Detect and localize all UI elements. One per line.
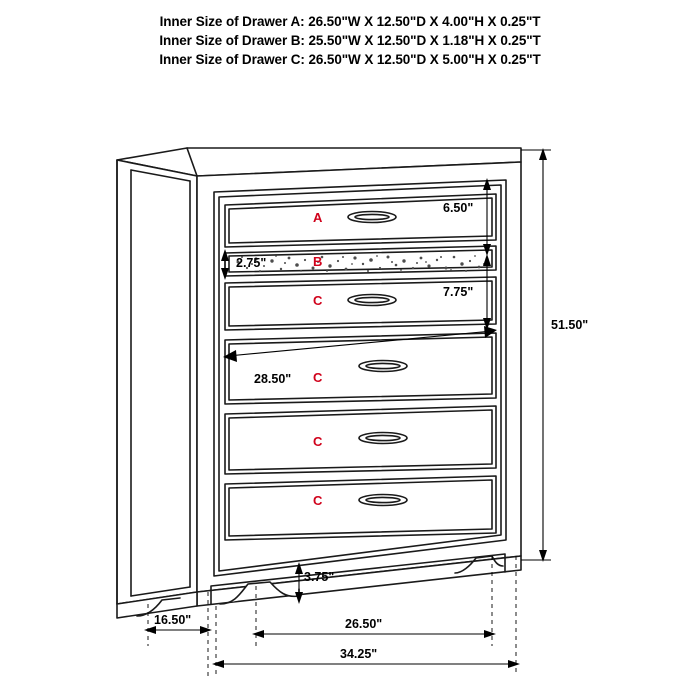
drawer-label-a: A bbox=[313, 210, 323, 225]
dim-depth: 16.50" bbox=[154, 613, 192, 627]
dim-drawer-width: 28.50" bbox=[254, 372, 292, 386]
drawer-label-c1: C bbox=[313, 293, 323, 308]
dim-overall-height: 51.50" bbox=[551, 318, 589, 332]
spec-line-b: Inner Size of Drawer B: 25.50"W X 12.50"D X 1.18"H X 0.25"T bbox=[159, 33, 541, 48]
drawer-label-b: B bbox=[313, 254, 323, 269]
dim-drawer-a-height: 6.50" bbox=[443, 201, 474, 215]
drawer-label-c3: C bbox=[313, 434, 323, 449]
dim-front-width: 26.50" bbox=[345, 617, 383, 631]
dim-leg-height: 3.75" bbox=[304, 570, 335, 584]
dim-drawer-b-height: 2.75" bbox=[236, 256, 267, 270]
drawer-label-c2: C bbox=[313, 370, 323, 385]
spec-line-c: Inner Size of Drawer C: 26.50"W X 12.50"D X 5.00"H X 0.25"T bbox=[159, 52, 541, 67]
spec-line-a: Inner Size of Drawer A: 26.50"W X 12.50"D X 4.00"H X 0.25"T bbox=[159, 14, 541, 29]
dim-drawer-c-height: 7.75" bbox=[443, 285, 474, 299]
dim-overall-width: 34.25" bbox=[340, 647, 378, 661]
drawer-label-c4: C bbox=[313, 493, 323, 508]
